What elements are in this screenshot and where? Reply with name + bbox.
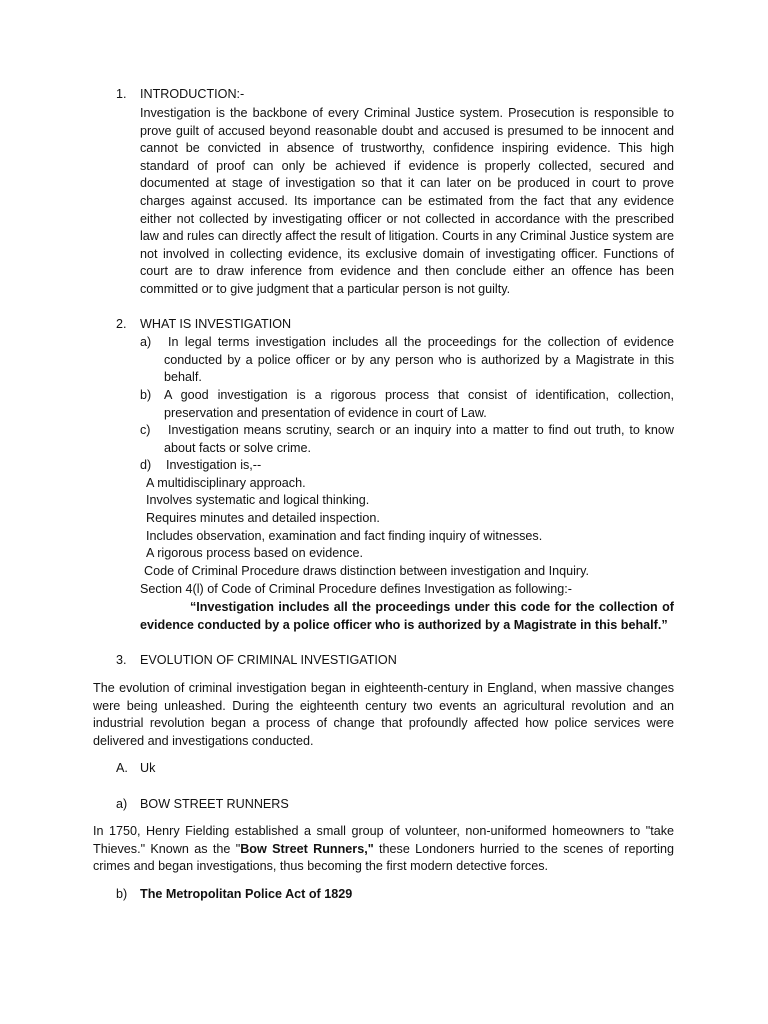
item-c-text: Investigation means scrutiny, search or an inquiry into a matter to find out truth, to know about facts or solve crime. <box>164 423 674 455</box>
subsection-a-marker: A. <box>116 761 128 775</box>
item-d-text: Investigation is,-- <box>166 458 262 472</box>
item-a-text: In legal terms investigation includes all the proceedings for the collection of evidence conducted by a police officer or by any person who is authorized by a Magistrate in this behalf. <box>164 335 674 385</box>
list-item: A rigorous process based on evidence. <box>146 546 364 560</box>
section-3-heading: EVOLUTION OF CRIMINAL INVESTIGATION <box>140 653 397 667</box>
list-item: Requires minutes and detailed inspection. <box>146 511 380 525</box>
item-b-text: A good investigation is a rigorous process that consist of identification, collection, preservation and presentation of evidence in court of Law. <box>164 388 674 420</box>
item-b-marker: b) <box>140 388 152 402</box>
section-1-number: 1. <box>116 87 127 101</box>
crpc-distinction-line: Code of Criminal Procedure draws distinction between investigation and Inquiry. <box>144 564 589 578</box>
section-2-heading: WHAT IS INVESTIGATION <box>140 317 292 331</box>
item-c-marker: c) <box>140 423 151 437</box>
bow-street-text-end: these Londoners hurried to the scenes of reporting crimes and began investigations, thus becoming the first modern detective forces. <box>93 841 674 874</box>
subsection-a-heading: Uk <box>140 761 156 775</box>
bow-street-runners-term: Bow Street Runners," <box>240 841 374 856</box>
bow-street-paragraph <box>93 823 674 876</box>
introduction-paragraph: Investigation is the backbone of every Criminal Justice system. Prosecution is responsible to prove guilt of accused beyond reasonable doubt and accused is presumed to be innocent and cannot be convicted in absence of trustworthy, confidence inspiring evidence. This high standard of proof can only be achieved if evidence is properly collected, secured and documented at stage of investigation so that it can later on be produced in court to prove charges against accused. Its importance can be estimated from the fact that any evidence either not collected by investigating officer or not collected in accordance with the prescribed law and rules can directly affect the result of litigation. Courts in any Criminal Justice system are not involved in collecting evidence, its exclusive domain of investigating officer. Functions of court are to draw inference from evidence and then conclude either an offence has been committed or to give judgment that a particular person is not guilty. <box>140 106 674 296</box>
evolution-paragraph: The evolution of criminal investigation began in eighteenth-century in England, when massive changes were being unleashed. During the eighteenth century two events an agricultural revolution and an industrial revolution began a process of change that profoundly affected how police services were delivered and investigations conducted. <box>93 681 674 748</box>
list-item: A multidisciplinary approach. <box>146 476 306 490</box>
item-a-marker: a) <box>140 335 152 349</box>
item-d-marker: d) <box>140 458 152 472</box>
section-1-heading: INTRODUCTION:- <box>140 87 245 101</box>
definition-quote: “Investigation includes all the proceedings under this code for the collection of evidence conducted by a police officer who is authorized by a Magistrate in this behalf.” <box>140 600 674 632</box>
list-item: Involves systematic and logical thinking. <box>146 493 370 507</box>
bow-street-text-start: In 1750, Henry Fielding established a small group of volunteer, non-uniformed homeowners to "take Thieves." Known as the " <box>93 824 674 856</box>
section-4l-line: Section 4(l) of Code of Criminal Procedure defines Investigation as following:- <box>140 582 572 596</box>
section-3-number: 3. <box>116 653 127 667</box>
bow-street-heading: BOW STREET RUNNERS <box>140 797 289 811</box>
bow-street-marker: a) <box>116 797 128 811</box>
metropolitan-heading: The Metropolitan Police Act of 1829 <box>140 887 353 901</box>
list-item: Includes observation, examination and fact finding inquiry of witnesses. <box>146 529 543 543</box>
metropolitan-marker: b) <box>116 887 128 901</box>
section-2-number: 2. <box>116 317 127 331</box>
